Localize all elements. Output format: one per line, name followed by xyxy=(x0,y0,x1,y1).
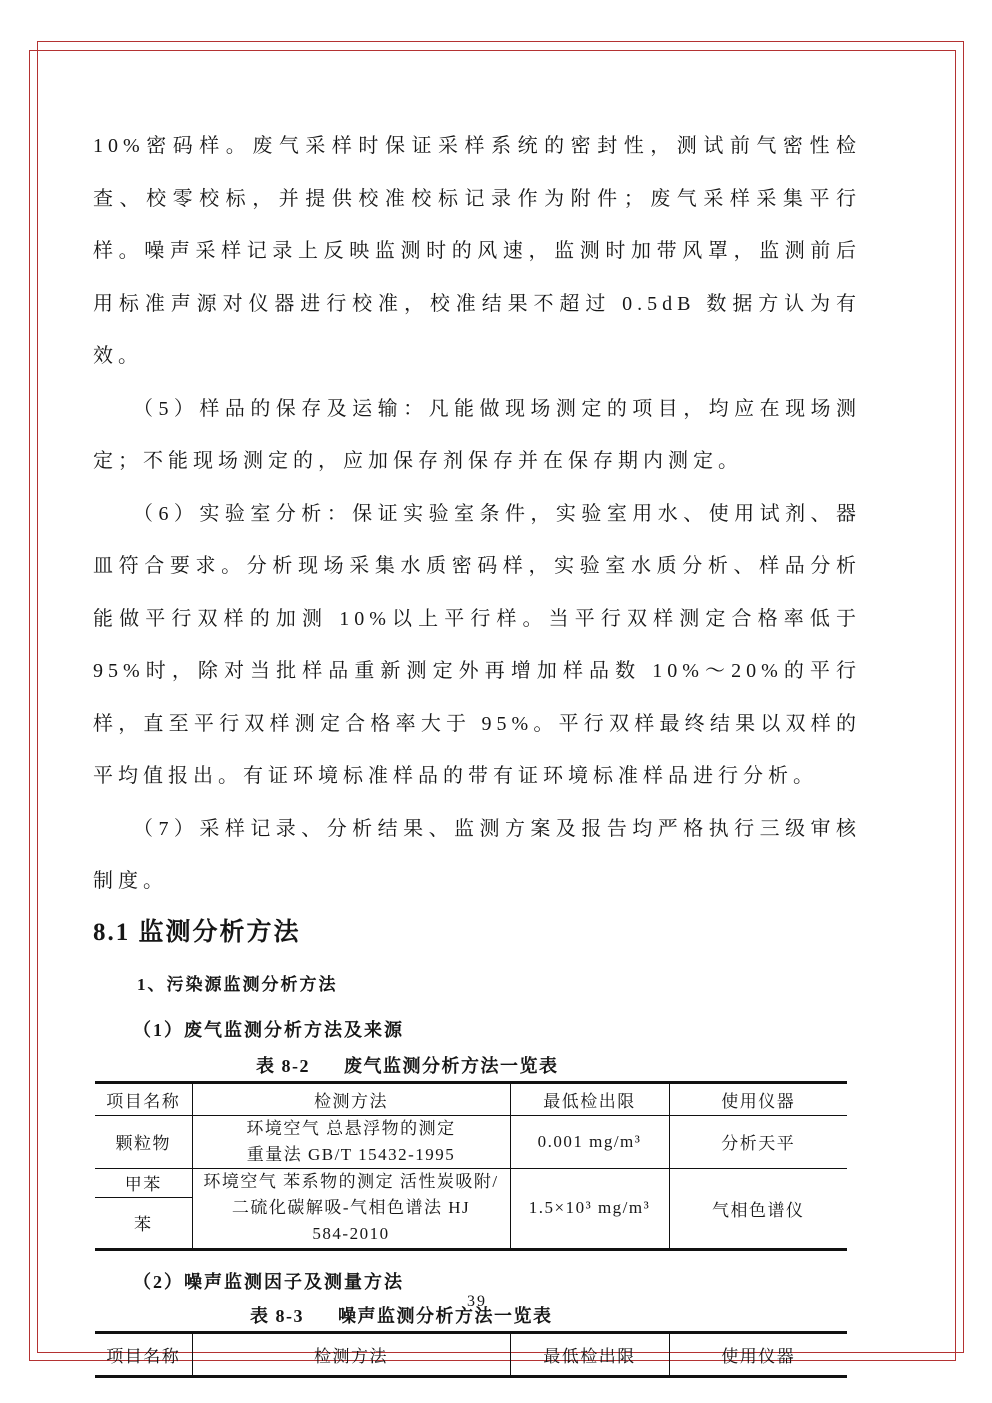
instrument-cell: 分析天平 xyxy=(669,1115,847,1168)
subheading-pollution-source: 1、污染源监测分析方法 xyxy=(137,974,338,994)
item-name-cell: 苯 xyxy=(134,1215,153,1234)
table-8-2-caption xyxy=(256,1053,861,1079)
column-header: 检测方法 xyxy=(192,1332,510,1376)
method-line: 环境空气 总悬浮物的测定 xyxy=(246,1118,456,1138)
detection-limit-cell: 1.5×10³ mg/m³ xyxy=(510,1168,669,1249)
table-8-2 xyxy=(95,1081,847,1251)
section-heading: 8.1 监测分析方法 xyxy=(93,918,301,946)
paragraph-continuation: 10%密码样。废气采样时保证采样系统的密封性，测试前气密性检查、校零校标，并提供校准校标记录作为附件；废气采样采集平行样。噪声采样记录上反映监测时的风速，监测时加带风罩，监测前后用标准声源对仪器进行校准，校准结果不超过 0.5dB 数据方认为有效。 xyxy=(93,135,861,367)
column-header: 项目名称 xyxy=(106,1346,181,1366)
subheading-waste-gas: （1）废气监测分析方法及来源 xyxy=(133,1019,404,1040)
table-row xyxy=(95,1332,847,1376)
table-row xyxy=(95,1115,847,1168)
method-cell xyxy=(192,1168,510,1249)
method-line: 重量法 GB/T 15432-1995 xyxy=(246,1144,456,1164)
table-8-3-caption-label: 表 8-3 xyxy=(250,1305,304,1326)
column-header: 使用仪器 xyxy=(669,1082,847,1115)
table-8-2-caption-title: 废气监测分析方法一览表 xyxy=(344,1055,559,1076)
table-row xyxy=(95,1082,847,1115)
detection-limit-cell: 0.001 mg/m³ xyxy=(510,1115,669,1168)
column-header: 项目名称 xyxy=(95,1082,192,1115)
method-line: 584-2010 xyxy=(312,1224,390,1243)
subheading-noise: （2）噪声监测因子及测量方法 xyxy=(133,1271,404,1292)
page-number: 39 xyxy=(467,1293,487,1310)
table-8-2-caption-label: 表 8-2 xyxy=(256,1055,310,1076)
column-header: 最低检出限 xyxy=(510,1332,669,1376)
page-content xyxy=(93,120,861,1378)
item-name-cell: 颗粒物 xyxy=(95,1115,192,1168)
column-header: 最低检出限 xyxy=(510,1082,669,1115)
method-line: 环境空气 苯系物的测定 活性炭吸附/ xyxy=(203,1172,499,1191)
table-8-3 xyxy=(95,1331,847,1378)
paragraph-item-5: （5）样品的保存及运输：凡能做现场测定的项目，均应在现场测定；不能现场测定的，应加保存剂保存并在保存期内测定。 xyxy=(93,397,861,472)
table-8-3-caption-title: 噪声监测分析方法一览表 xyxy=(338,1305,553,1326)
item-name-cell: 甲苯 xyxy=(95,1168,192,1197)
column-header: 检测方法 xyxy=(192,1082,510,1115)
table-row xyxy=(95,1168,847,1197)
method-cell xyxy=(192,1115,510,1168)
instrument-cell: 气相色谱仪 xyxy=(669,1168,847,1249)
paragraph-item-7: （7）采样记录、分析结果、监测方案及报告均严格执行三级审核制度。 xyxy=(93,817,861,892)
column-header: 使用仪器 xyxy=(669,1332,847,1376)
method-line: 二硫化碳解吸-气相色谱法 HJ xyxy=(231,1198,471,1217)
paragraph-item-6: （6）实验室分析：保证实验室条件，实验室用水、使用试剂、器皿符合要求。分析现场采集水质密码样，实验室水质分析、样品分析能做平行双样的加测 10%以上平行样。当平行双样测定合格率低于 95%时，除对当批样品重新测定外再增加样品数 10%～20%的平行样，直至平行双样测定合格率大于 95%。平行双样最终结果以双样的平均值报出。有证环境标准样品的带有证环境标准样品进行分析。 xyxy=(93,502,861,787)
